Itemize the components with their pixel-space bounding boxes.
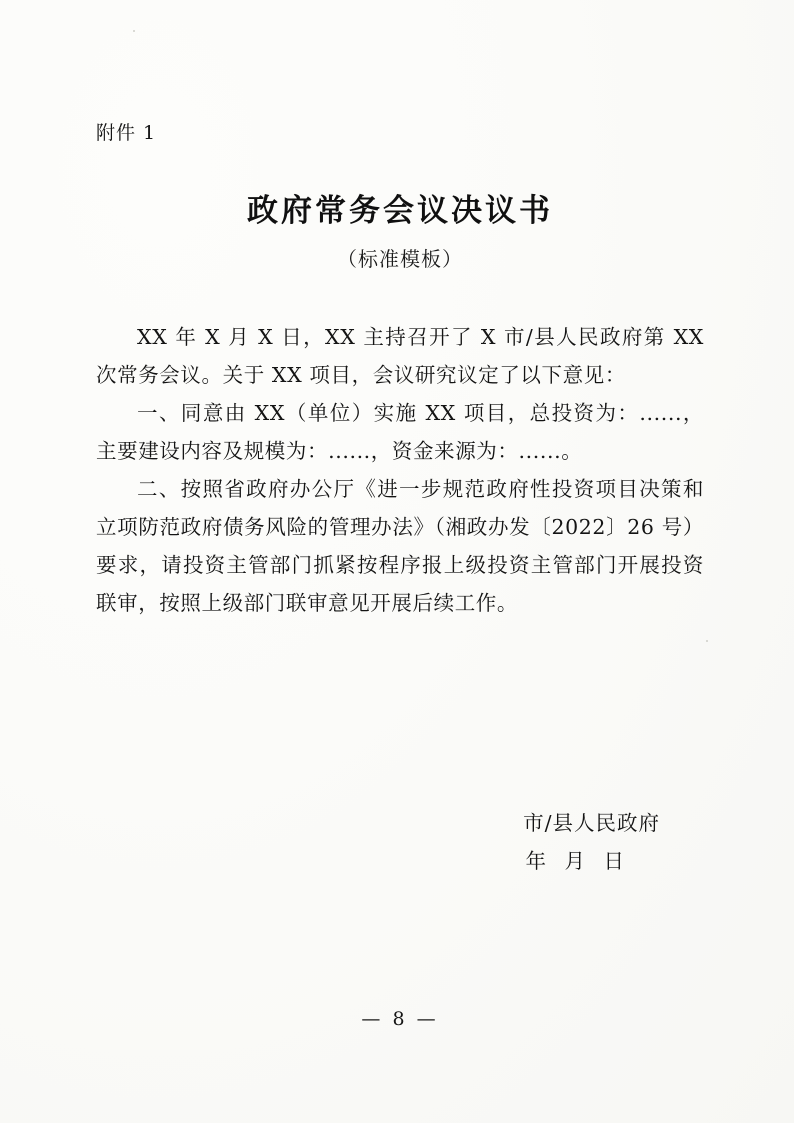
document-body: [96, 318, 704, 622]
scan-speck: [706, 640, 708, 642]
page-content-area: [96, 0, 704, 1123]
attachment-label: 附件 1: [96, 122, 157, 144]
signature-date: 年 月 日: [525, 849, 630, 873]
document-subtitle: （标准模板）: [337, 247, 463, 271]
signature-block: [96, 805, 704, 881]
paragraph-intro: XX 年 X 月 X 日，XX 主持召开了 X 市/县人民政府第 XX 次常务会议。关于 XX 项目，会议研究议定了以下意见：: [96, 325, 704, 387]
paragraph-item-1: 一、同意由 XX（单位）实施 XX 项目，总投资为：......，主要建设内容及规模为：......，资金来源为：......。: [96, 401, 704, 463]
signature-issuer: 市/县人民政府: [523, 811, 660, 835]
page-number: — 8 —: [361, 1008, 439, 1030]
page-title: 政府常务会议决议书: [247, 193, 553, 229]
paragraph-item-2: 二、按照省政府办公厅《进一步规范政府性投资项目决策和立项防范政府债务风险的管理办法》（湘政办发〔2022〕26 号）要求，请投资主管部门抓紧按程序报上级投资主管部门开展投资联审，按照上级部门联审意见开展后续工作。: [96, 477, 704, 615]
